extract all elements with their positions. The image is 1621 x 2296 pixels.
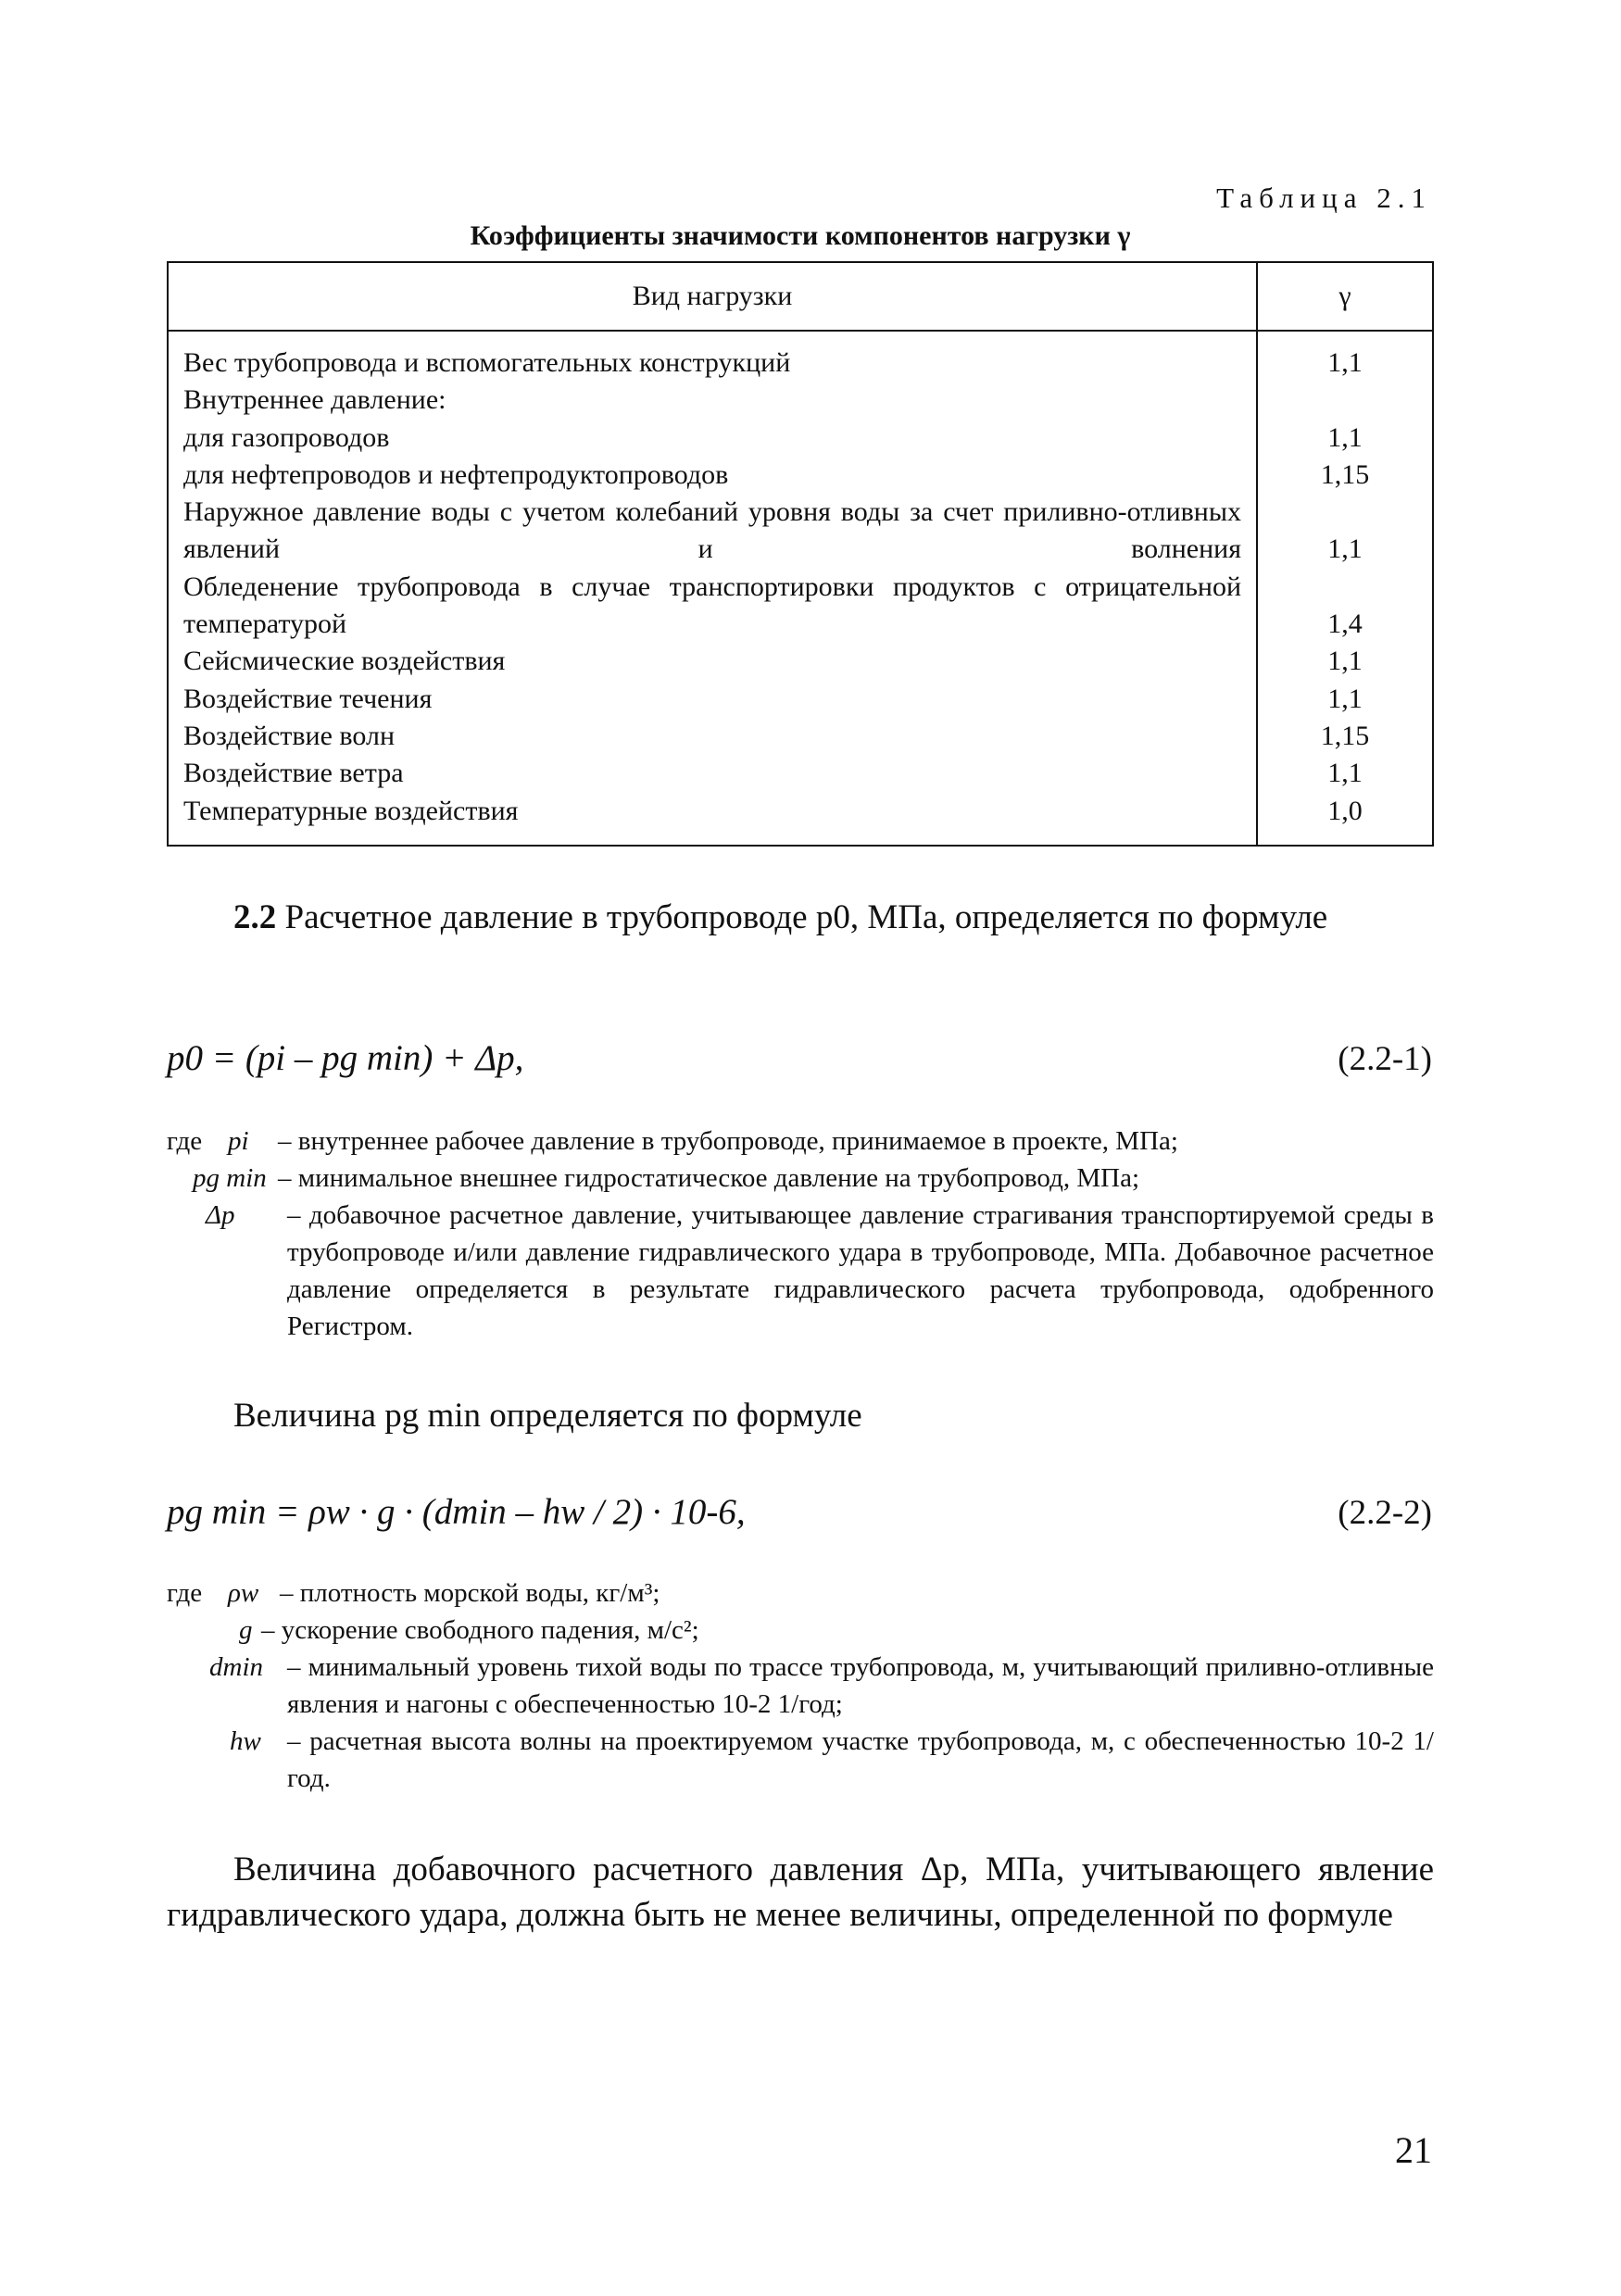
table-row-name: Вес трубопровода и вспомогательных конструкций	[183, 347, 791, 378]
table-row-value: 1,1	[1327, 646, 1363, 677]
where-item	[167, 1612, 1434, 1649]
table-title: Коэффициенты значимости компонентов нагрузки γ	[470, 220, 1131, 251]
table-row-name: Температурные воздействия	[183, 795, 519, 826]
gamma-values-cell	[1257, 331, 1433, 846]
where-description: – добавочное расчетное давление, учитывающее давление страгивания транспортируемой среды в трубопроводе и/или давление гидравлического удара в трубопроводе, МПа. Добавочное расчетное давление определяется в результате гидравлического расчета трубопровода, одобренного Регистром.	[287, 1200, 1434, 1341]
section-number: 2.2	[233, 898, 277, 936]
table-row-value: 1,4	[1327, 609, 1363, 640]
where-description: – расчетная высота волны на проектируемом участке трубопровода, м, с обеспеченностью 10-2 1/год.	[287, 1726, 1434, 1793]
formula-2-2-2: pg min = ρw · g · (dmin – hw / 2) · 10-6,	[167, 1492, 746, 1532]
where-item	[167, 1649, 1434, 1723]
table-row-value	[1259, 382, 1431, 419]
table-row-name: для нефтепроводов и нефтепродуктопроводов	[183, 458, 729, 490]
table-row-value: 1,1	[1327, 758, 1363, 789]
where-symbol: hw	[230, 1726, 261, 1756]
where-item	[167, 1160, 1434, 1197]
delta-text: Величина добавочного расчетного давления Δp, МПа, учитывающего явление гидравлического удара, должна быть не менее величины, определенной по формуле	[167, 1851, 1434, 1934]
table-row-spacer	[1259, 494, 1431, 531]
table-row-name: Воздействие волн	[183, 720, 396, 751]
where-item	[167, 1197, 1434, 1345]
where-item	[167, 1575, 1434, 1612]
section-text: Расчетное давление в трубопроводе p0, МПа, определяется по формуле	[284, 898, 1328, 936]
table-row-value: 1,0	[1327, 795, 1363, 826]
where-description: – плотность морской воды, кг/м³;	[280, 1578, 660, 1608]
table-row-name: Наружное давление воды с учетом колебаний уровня воды за счет приливно-отливных явлений и волнения	[183, 496, 1241, 565]
table-row-name: Воздействие ветра	[183, 758, 404, 789]
load-names-cell	[168, 331, 1257, 846]
table-row-value: 1,1	[1327, 347, 1363, 378]
table-row-spacer	[1259, 569, 1431, 606]
pgmin-text: Величина pg min определяется по формуле	[233, 1397, 862, 1435]
section-2-2-paragraph	[167, 895, 1434, 940]
table-caption: Таблица 2.1	[1216, 182, 1432, 214]
table-row-name: Воздействие течения	[183, 683, 433, 714]
table-row-value: 1,1	[1327, 421, 1363, 453]
page-number: 21	[1395, 2129, 1432, 2171]
formula-number-2-2-2: (2.2-2)	[1338, 1494, 1432, 1532]
where-item	[167, 1723, 1434, 1797]
formula-2-2-1: p0 = (pi – pg min) + Δp,	[167, 1038, 524, 1078]
where-symbol: dmin	[209, 1652, 263, 1682]
table-header-row	[168, 262, 1433, 331]
table-row-name: Сейсмические воздействия	[183, 646, 506, 677]
where-label: где	[167, 1126, 203, 1156]
pgmin-paragraph	[167, 1393, 1434, 1438]
where-symbol: pg min	[193, 1163, 267, 1193]
where-symbol: pi	[228, 1126, 249, 1156]
table-row-value: 1,15	[1320, 720, 1370, 751]
where-block-1	[167, 1123, 1434, 1345]
delta-paragraph	[167, 1847, 1434, 1938]
table-row-name: Обледенение трубопровода в случае транспортировки продуктов с отрицательной температурой	[183, 571, 1241, 640]
where-symbol: g	[239, 1615, 253, 1645]
where-label: где	[167, 1578, 203, 1608]
where-description: – ускорение свободного падения, м/с²;	[261, 1615, 699, 1645]
where-description: – внутреннее рабочее давление в трубопроводе, принимаемое в проекте, МПа;	[278, 1126, 1178, 1156]
where-item	[167, 1123, 1434, 1160]
where-block-2	[167, 1575, 1434, 1797]
header-load-type: Вид нагрузки	[168, 262, 1257, 331]
where-symbol: ρw	[228, 1578, 259, 1608]
where-description: – минимальный уровень тихой воды по трассе трубопровода, м, учитывающий приливно-отливные явления и нагоны с обеспеченностью 10-2 1/год;	[287, 1652, 1434, 1719]
table-row-name: Внутреннее давление:	[183, 384, 446, 416]
table-row-value: 1,1	[1327, 533, 1363, 565]
formula-number-2-2-1: (2.2-1)	[1338, 1040, 1432, 1078]
load-coefficients-table	[167, 261, 1434, 847]
table-body-row	[168, 331, 1433, 846]
where-symbol: Δp	[206, 1200, 235, 1230]
table-row-value: 1,1	[1327, 683, 1363, 714]
table-row-value: 1,15	[1320, 458, 1370, 490]
table-row-name: для газопроводов	[183, 421, 390, 453]
where-description: – минимальное внешнее гидростатическое давление на трубопровод, МПа;	[278, 1163, 1139, 1193]
header-gamma: γ	[1257, 262, 1433, 331]
